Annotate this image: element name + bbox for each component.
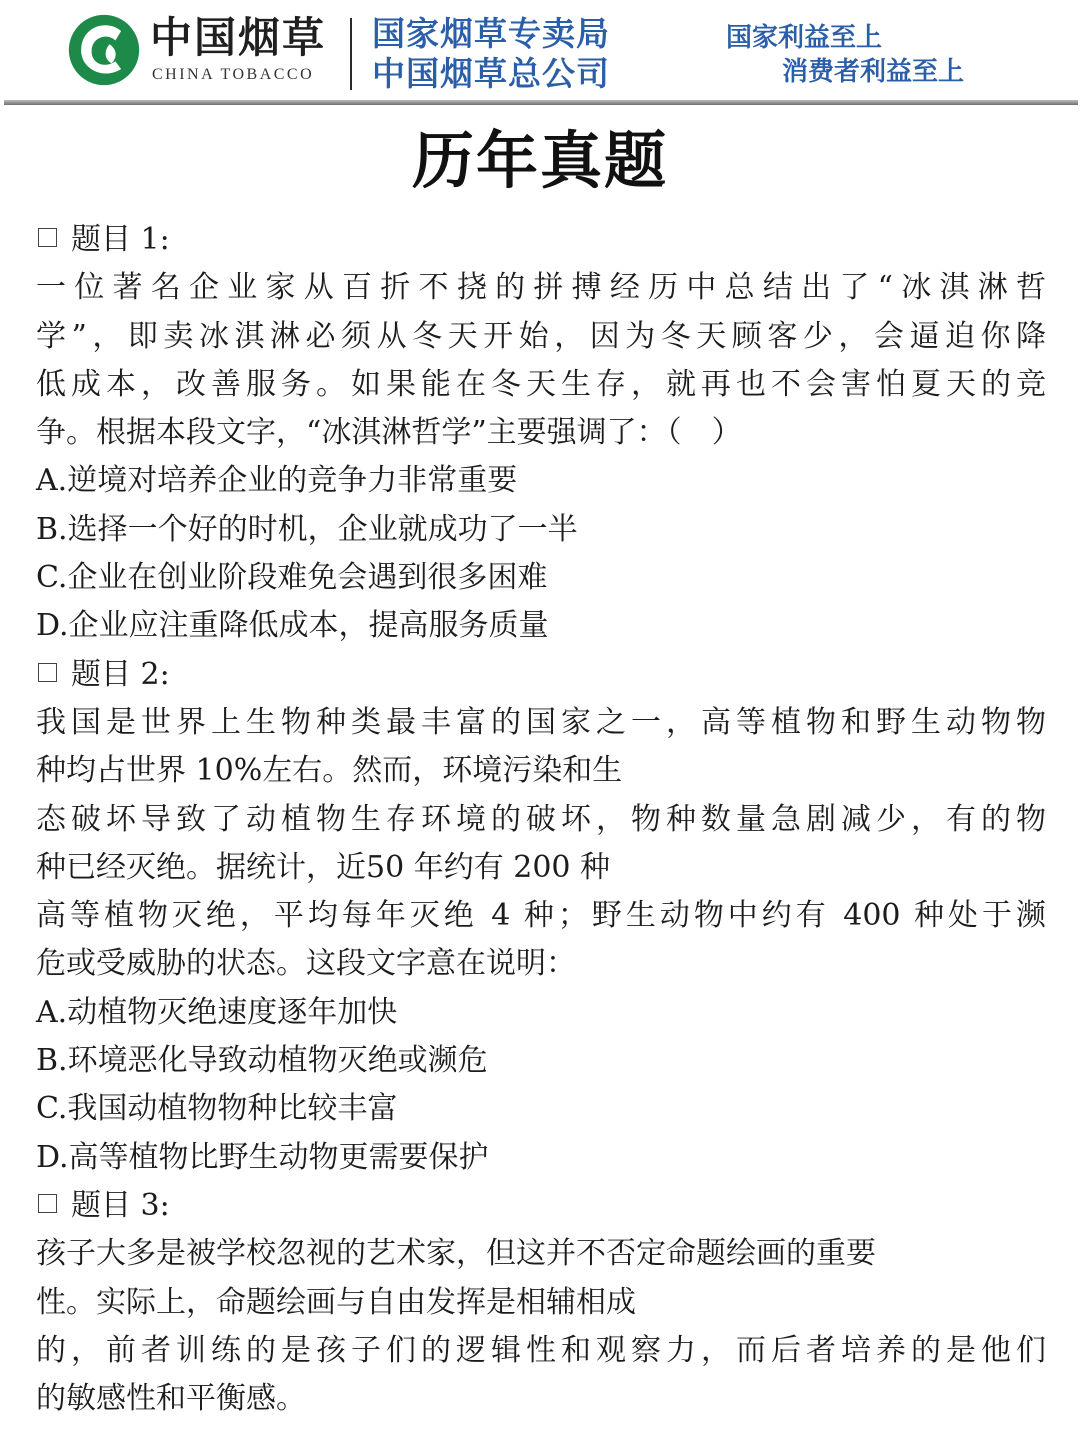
question-text-line: 我国是世界上生物种类最丰富的国家之一，高等植物和野生动物物 bbox=[36, 704, 1046, 740]
question-text-line: 危或受威胁的状态。这段文字意在说明： bbox=[36, 946, 576, 982]
question-heading bbox=[36, 216, 1046, 264]
question-text-line: 性。实际上，命题绘画与自由发挥是相辅相成 bbox=[36, 1284, 636, 1320]
answer-option: D.高等植物比野生动物更需要保护 bbox=[36, 1139, 489, 1175]
answer-option: A.动植物灭绝速度逐年加快 bbox=[36, 994, 398, 1030]
question-text-line: 态破坏导致了动植物生存环境的破坏，物种数量急剧减少，有的物 bbox=[36, 801, 1046, 837]
question-text-line: 争。根据本段文字，“冰淇淋哲学”主要强调了：（ ） bbox=[36, 415, 742, 451]
answer-option: B.选择一个好的时机，企业就成功了一半 bbox=[36, 511, 578, 547]
page-title: 历年真题 bbox=[411, 124, 668, 197]
header-rule bbox=[4, 100, 1078, 105]
question-text-line: 高等植物灭绝，平均每年灭绝 4 种；野生动物中约有 400 种处于濒 bbox=[36, 898, 1046, 934]
question-heading-label: 题目 2: bbox=[71, 656, 170, 692]
question-list bbox=[36, 216, 1046, 1423]
org-name-line1: 国家烟草专卖局 bbox=[372, 14, 610, 53]
question-text-line: 孩子大多是被学校忽视的艺术家，但这并不否定命题绘画的重要 bbox=[36, 1236, 876, 1272]
question-heading-label: 题目 3: bbox=[71, 1187, 170, 1223]
org-name-line2: 中国烟草总公司 bbox=[372, 54, 610, 93]
question-text-line: 种均占世界 10%左右。然而，环境污染和生 bbox=[36, 753, 623, 789]
answer-option: C.我国动植物物种比较丰富 bbox=[36, 1091, 398, 1127]
question-text-line: 种已经灭绝。据统计，近50 年约有 200 种 bbox=[36, 849, 611, 885]
question-text-line: 学”，即卖冰淇淋必须从冬天开始，因为冬天顾客少，会逼迫你降 bbox=[36, 318, 1046, 354]
question-heading bbox=[36, 1182, 1046, 1230]
checkbox-icon bbox=[38, 228, 57, 247]
question-text-line: 的，前者训练的是孩子们的逻辑性和观察力，而后者培养的是他们 bbox=[36, 1332, 1046, 1368]
china-tobacco-logo bbox=[66, 12, 142, 88]
checkbox-icon bbox=[38, 1194, 57, 1213]
answer-option: B.环境恶化导致动植物灭绝或濒危 bbox=[36, 1043, 488, 1079]
question-text-line: 的敏感性和平衡感。 bbox=[36, 1381, 306, 1417]
slogan-line1: 国家利益至上 bbox=[726, 23, 883, 53]
slogan-line2: 消费者利益至上 bbox=[782, 57, 965, 87]
question-text-line: 一位著名企业家从百折不挠的拼搏经历中总结出了“冰淇淋哲 bbox=[36, 270, 1046, 306]
answer-option: D.企业应注重降低成本，提高服务质量 bbox=[36, 608, 549, 644]
checkbox-icon bbox=[38, 663, 57, 682]
brand-name-cn: 中国烟草 bbox=[150, 13, 327, 62]
question-heading bbox=[36, 651, 1046, 699]
question-text-line: 低成本，改善服务。如果能在冬天生存，就再也不会害怕夏天的竞 bbox=[36, 366, 1046, 402]
answer-option: C.企业在创业阶段难免会遇到很多困难 bbox=[36, 560, 548, 596]
brand-name-en: CHINA TOBACCO bbox=[152, 66, 315, 83]
answer-option: A.逆境对培养企业的竞争力非常重要 bbox=[36, 463, 518, 499]
page-header bbox=[0, 0, 1080, 100]
header-divider bbox=[350, 18, 352, 90]
question-heading-label: 题目 1: bbox=[71, 222, 170, 257]
